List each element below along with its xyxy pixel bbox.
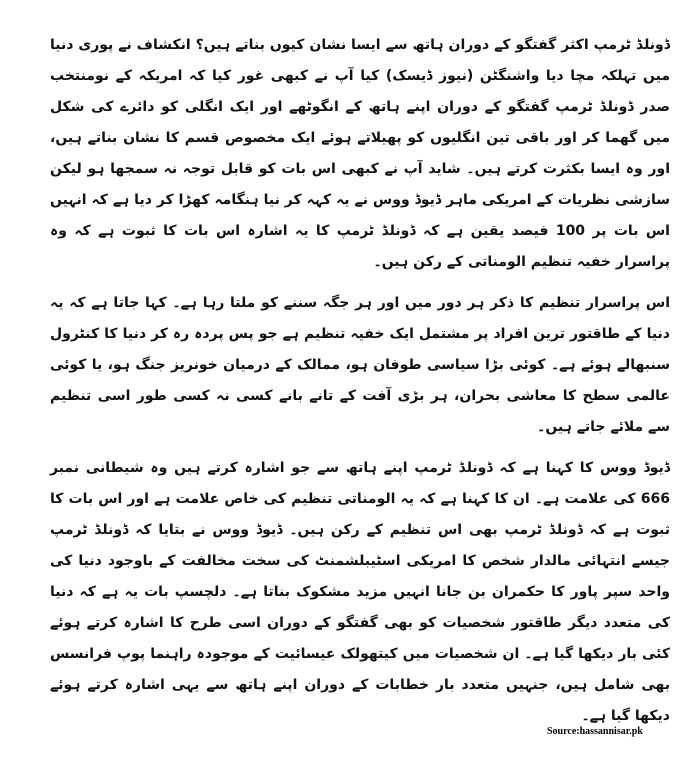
article-paragraph-3: ڈیوڈ ووس کا کہنا ہے کہ ڈونلڈ ٹرمپ اپنے ہاتھ سے جو اشارہ کرتے ہیں وہ شیطانی نمبر 666 کی علامت ہے۔ ان کا کہنا ہے کہ یہ الومناتی تنظیم کی خاص علامت ہے اور اس بات کا ثبوت ہے کہ ڈونلڈ ٹرمپ بھی اس تنظیم کے رکن ہیں۔ ڈیوڈ ووس نے بتایا کہ ڈونلڈ ٹرمپ جیسے انتہائی مالدار شخص کا امریکی اسٹیبلشمنٹ کی سخت مخالفت کے باوجود دنیا کی واحد سپر پاور کا حکمران بن جانا انہیں مزید مشکوک بناتا ہے۔ دلچسپ بات یہ ہے کہ دنیا کی متعدد دیگر طاقتور شخصیات کو بھی گفتگو کے دوران اسی طرح کا اشارہ کرتے ہوئے کئی بار دیکھا گیا ہے۔ ان شخصیات میں کیتھولک عیسائیت کے موجودہ راہنما پوپ فرانسس بھی شامل ہیں، جنہیں متعدد بار خطابات کے دوران اپنے ہاتھ سے یہی اشارہ کرتے ہوئے دیکھا گیا ہے۔ — [50, 460, 670, 724]
article-paragraph-2: اس پراسرار تنظیم کا ذکر ہر دور میں اور ہر جگہ سننے کو ملتا رہا ہے۔ کہا جاتا ہے کہ یہ دنیا کے طاقتور ترین افراد پر مشتمل ایک خفیہ تنظیم ہے جو پس پردہ رہ کر دنیا کا کنٹرول سنبھالے ہوئے ہے۔ کوئی بڑا سیاسی طوفان ہو، ممالک کے درمیان خونریز جنگ ہو، یا کوئی عالمی سطح کا معاشی بحران، ہر بڑی آفت کے تانے بانے کسی نہ کسی طور اسی تنظیم سے ملائے جاتے ہیں۔ — [50, 295, 670, 435]
article-paragraph-1: ڈونلڈ ٹرمپ اکثر گفتگو کے دوران ہاتھ سے ایسا نشان کیوں بناتے ہیں؟ انکشاف نے پوری دنیا میں تہلکہ مچا دیا واشنگٹن (نیوز ڈیسک) کیا آپ نے کبھی غور کیا کہ امریکہ کے نومنتخب صدر ڈونلڈ ٹرمپ گفتگو کے دوران اپنے ہاتھ کے انگوٹھے اور ایک انگلی کو دائرے کی شکل میں گھما کر اور باقی تین انگلیوں کو پھیلاتے ہوئے ایک مخصوص قسم کا نشان بناتے ہیں، اور وہ ایسا بکثرت کرتے ہیں۔ شاید آپ نے کبھی اس بات کو قابل توجہ نہ سمجھا ہو لیکن سازشی نظریات کے امریکی ماہر ڈیوڈ ووس نے یہ کہہ کر نیا ہنگامہ کھڑا کر دیا ہے کہ انہیں اس بات پر 100 فیصد یقین ہے کہ ڈونلڈ ٹرمپ کا یہ اشارہ اس بات کا ثبوت ہے کہ وہ پراسرار خفیہ تنظیم الومناتی کے رکن ہیں۔ — [50, 37, 670, 270]
article-body — [50, 30, 670, 742]
source-credit: Source:hassannisar.pk — [547, 726, 643, 737]
